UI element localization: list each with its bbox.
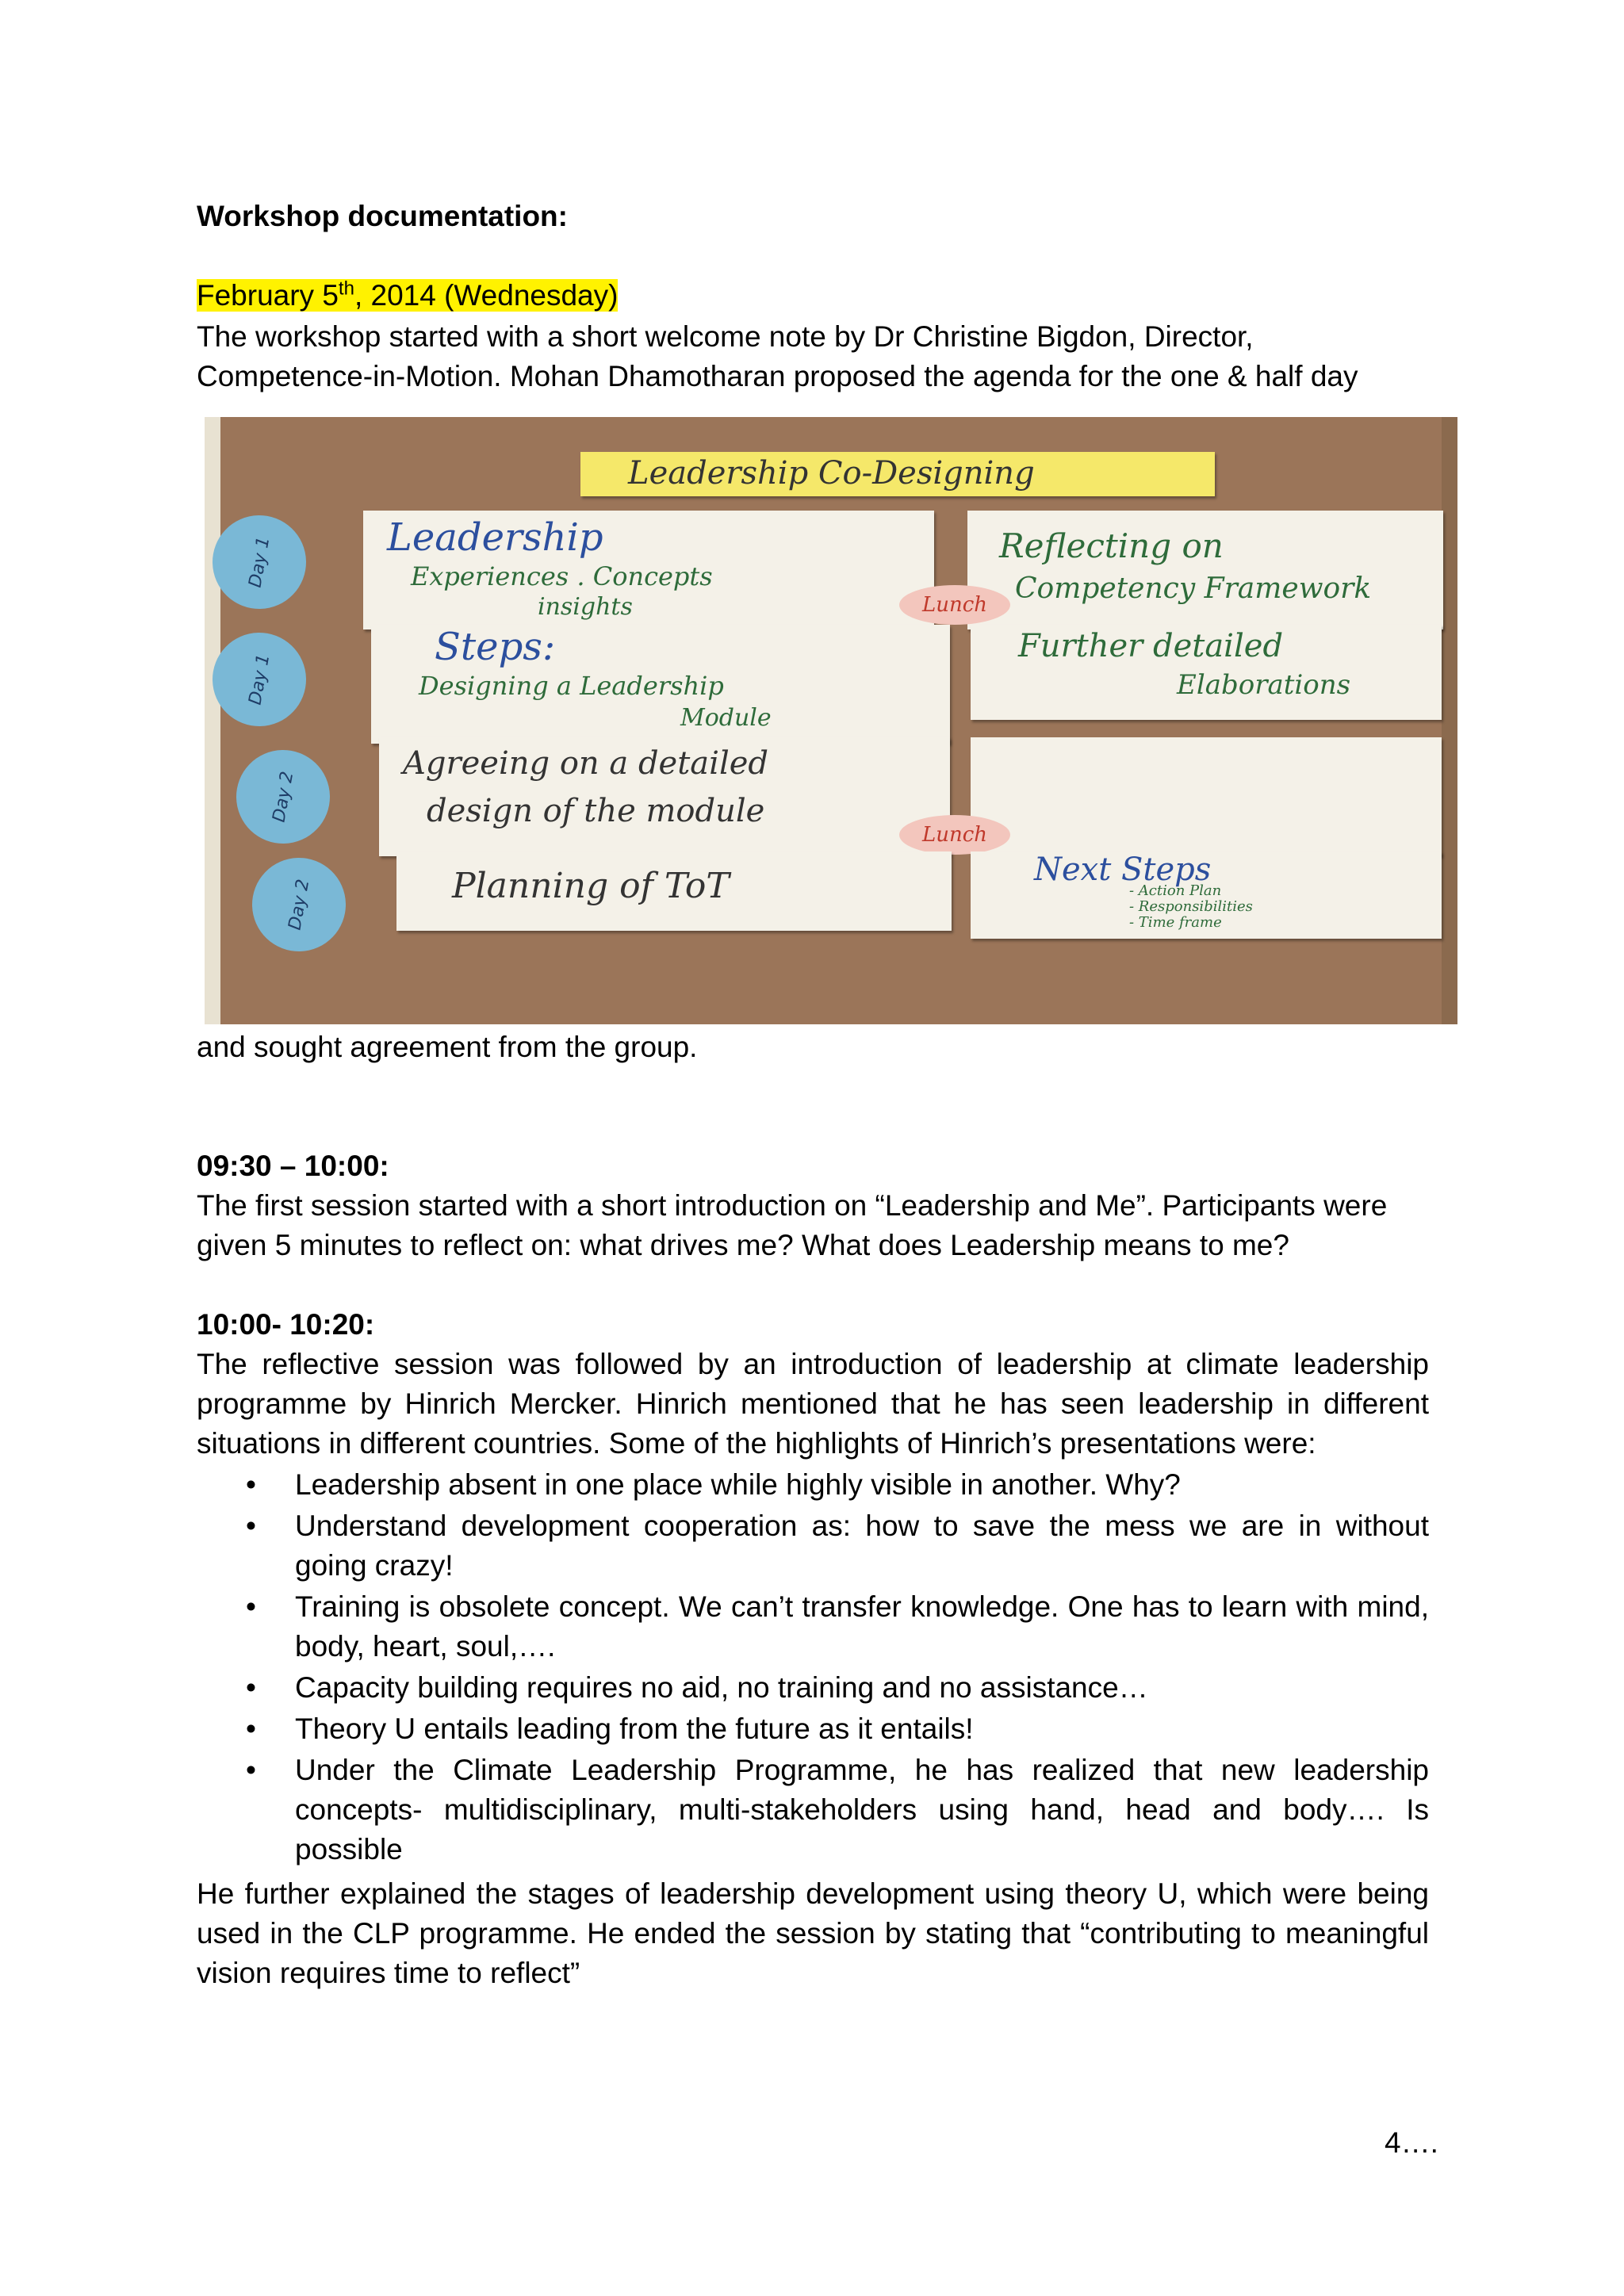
day-circle-2: Day 1 [205, 626, 314, 734]
card-text-next-steps: Next Steps [1034, 851, 1212, 888]
card-text-reflecting: Reflecting on [999, 526, 1224, 565]
list-item [197, 1668, 1429, 1708]
date-text-after: , 2014 (Wednesday) [354, 279, 619, 312]
bullet-dot: • [246, 1671, 256, 1704]
agenda-card-further [971, 625, 1442, 720]
day-circle-3: Day 2 [229, 743, 338, 851]
bullet-dot: • [246, 1590, 256, 1623]
date-text: February 5 [197, 279, 339, 312]
date-highlight [197, 279, 618, 312]
list-item [197, 1587, 1429, 1667]
agenda-card-leadership [363, 511, 934, 629]
list-item [197, 1506, 1429, 1586]
session-1-line-1: The first session started with a short introduction on “Leadership and Me”. Participants were [197, 1189, 1388, 1222]
card-text-competency: Competency Framework [1015, 572, 1372, 605]
list-item-text: Under the Climate Leadership Programme, he has realized that new leadership concepts- multidisciplinary, multi-stakeholders using hand, head and body…. Is possible [295, 1754, 1429, 1866]
list-item-text: Theory U entails leading from the future as it entails! [295, 1712, 974, 1745]
board-frame-right [1442, 417, 1457, 1024]
bullet-dot: • [246, 1468, 256, 1501]
card-text-design: design of the module [427, 793, 765, 829]
bullet-dot: • [246, 1510, 256, 1542]
card-text-agreeing: Agreeing on a detailed [403, 745, 769, 782]
agenda-photo [205, 417, 1457, 1024]
list-item-text: Understand development cooperation as: how to save the mess we are in without going crazy! [295, 1510, 1429, 1582]
list-item [197, 1751, 1429, 1869]
date-superscript: th [338, 277, 354, 300]
list-item-text: Training is obsolete concept. We can’t transfer knowledge. One has to learn with mind, body, heart, soul,…. [295, 1590, 1429, 1663]
session-2-time: 10:00- 10:20: [197, 1308, 375, 1341]
next-step-item: - Action Plan [1129, 882, 1222, 899]
photo-title-card [580, 452, 1215, 496]
lunch-badge-2: Lunch [899, 815, 1010, 855]
card-sub-4: Module [680, 704, 772, 732]
card-text-steps: Steps: [435, 625, 556, 669]
intro-after-photo: and sought agreement from the group. [197, 1031, 698, 1063]
card-text-elaborations: Elaborations [1177, 669, 1351, 701]
day-circle-1: Day 1 [205, 508, 314, 617]
day-circle-4: Day 2 [245, 851, 354, 959]
agenda-card-blank [971, 737, 1442, 856]
highlights-list [197, 1465, 1429, 1869]
list-item [197, 1465, 1429, 1505]
bullet-dot: • [246, 1712, 256, 1745]
card-sub-1: Experiences . Concepts [411, 561, 713, 591]
session-2-closing: He further explained the stages of leadership development using theory U, which were being used in the CLP programme. He ended the session by stating that “contributing to meaningful vision requires time to reflect” [197, 1877, 1429, 1989]
session-1-line-2: given 5 minutes to reflect on: what drives me? What does Leadership means to me? [197, 1229, 1289, 1261]
agenda-card-steps [371, 625, 950, 744]
intro-line-1: The workshop started with a short welcome note by Dr Christine Bigdon, Director, [197, 320, 1254, 353]
agenda-card-reflecting [967, 511, 1443, 629]
list-item-text: Leadership absent in one place while highly visible in another. Why? [295, 1468, 1181, 1501]
bullet-dot: • [246, 1754, 256, 1786]
board-frame-left [205, 417, 220, 1024]
card-sub-3: Designing a Leadership [419, 671, 724, 701]
card-text-leadership: Leadership [387, 515, 603, 560]
agenda-card-agreeing [379, 737, 950, 856]
next-step-item: - Responsibilities [1129, 898, 1253, 915]
page-number: 4…. [1385, 2126, 1438, 2159]
agenda-card-next-steps [971, 851, 1442, 939]
photo-title: Leadership Co-Designing [628, 455, 1035, 492]
card-sub-2: insights [538, 593, 633, 621]
card-next-steps-list [1129, 883, 1253, 931]
next-step-item: - Time frame [1129, 914, 1222, 931]
card-text-planning: Planning of ToT [452, 866, 730, 906]
intro-line-2: Competence-in-Motion. Mohan Dhamotharan proposed the agenda for the one & half day [197, 360, 1358, 392]
list-item-text: Capacity building requires no aid, no training and no assistance… [295, 1671, 1148, 1704]
highlights-list-wrap [197, 1465, 1429, 1869]
list-item [197, 1709, 1429, 1749]
card-text-further: Further detailed [1018, 628, 1284, 664]
date-line [197, 276, 1429, 316]
section-heading: Workshop documentation: [197, 200, 568, 232]
session-2-paragraph: The reflective session was followed by an introduction of leadership at climate leadership programme by Hinrich Mercker. Hinrich mentioned that he has seen leadership in different situations in different countries. Some of the highlights of Hinrich’s presentations were: [197, 1348, 1429, 1460]
agenda-card-planning [396, 851, 952, 931]
lunch-badge-1: Lunch [899, 585, 1010, 625]
session-1-time: 09:30 – 10:00: [197, 1150, 389, 1182]
